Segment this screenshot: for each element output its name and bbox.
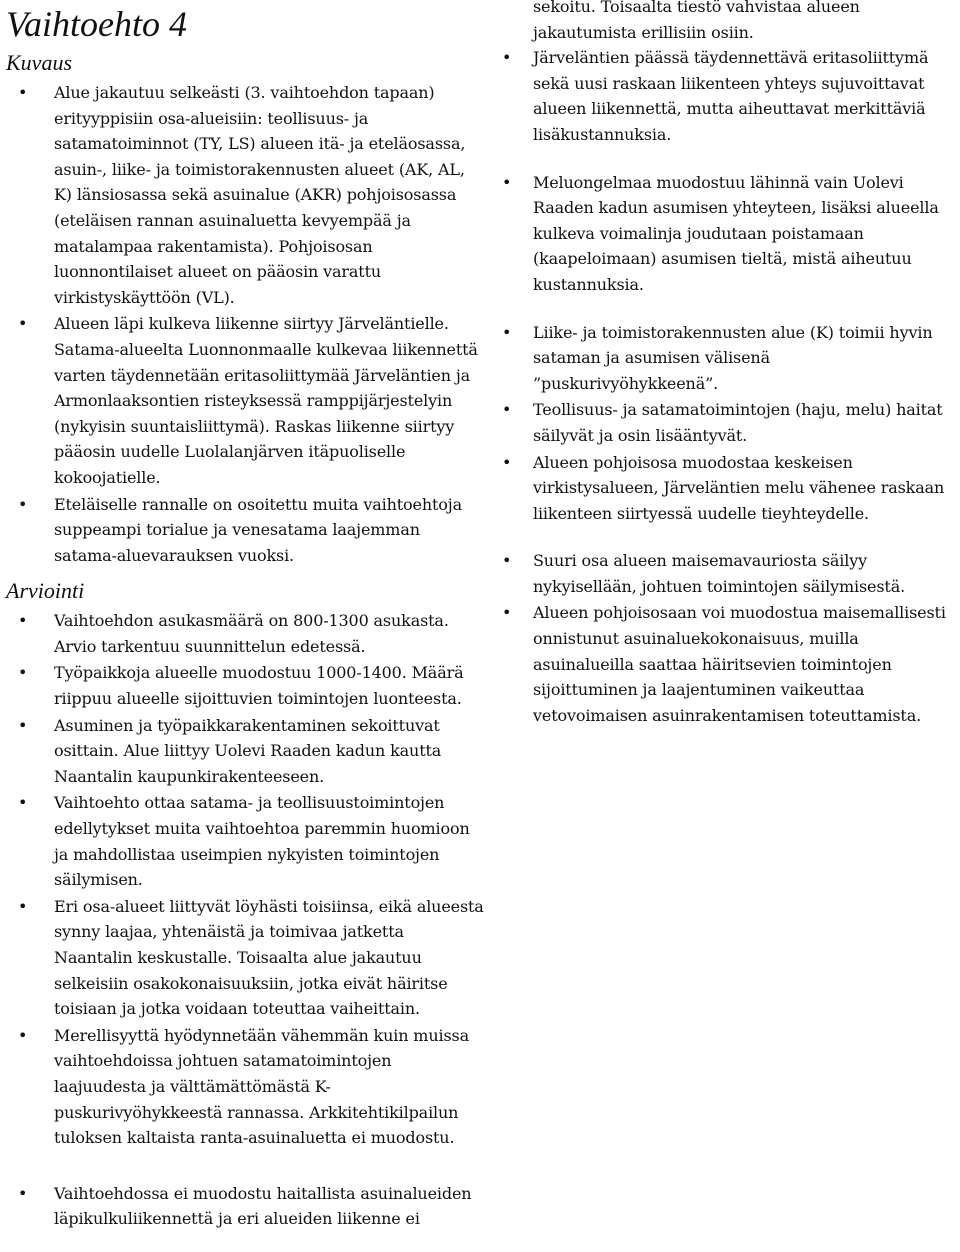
list-item-text: Merellisyyttä hyödynnetään vähemmän kuin muissa vaihtoehdoissa johtuen satamatoimintojen laajuudesta ja välttämättömästä K-puskurivyöhykkeestä rannassa. Arkkitehtikilpailun tuloksen kaltaista ranta-asuinaluetta ei muodostu. (54, 1025, 469, 1148)
bullet-icon: • (18, 1183, 28, 1203)
arviointi-list-continued (504, 45, 952, 728)
bullet-icon: • (502, 452, 512, 472)
list-item-text: Järveläntien päässä täydennettävä eritasoliittymä sekä uusi raskaan liikenteen yhteys sujuvoittavat alueen liikennettä, mutta aiheuttavat merkittäviä lisäkustannuksia. (533, 48, 929, 144)
list-item-text: Teollisuus- ja satamatoimintojen (haju, melu) haitat säilyvät ja osin lisääntyvät. (533, 400, 943, 445)
bullet-icon: • (18, 611, 28, 631)
bullet-icon: • (18, 663, 28, 683)
kuvaus-list (6, 80, 484, 568)
list-item (504, 548, 952, 599)
list-item-text: Vaihtoehdon asukasmäärä on 800-1300 asukasta. Arvio tarkentuu suunnittelun edetessä. (54, 611, 449, 656)
list-item (504, 600, 952, 728)
list-item (6, 790, 484, 892)
bullet-icon: • (18, 793, 28, 813)
list-item-text: Alueen pohjoisosa muodostaa keskeisen virkistysalueen, Järveläntien melu vähenee raskaan liikenteen siirtyessä uudelle tieyhteydelle. (533, 452, 945, 523)
list-item-text: Työpaikkoja alueelle muodostuu 1000-1400. Määrä riippuu alueelle sijoittuvien toimintojen luonteesta. (54, 663, 464, 709)
list-item-text: Vaihtoehto ottaa satama- ja teollisuustoimintojen edellytykset muita vaihtoehtoa paremmin huomioon ja mahdollistaa useimpien nykyisten toimintojen säilymisen. (54, 793, 470, 890)
page-title: Vaihtoehto 4 (6, 4, 187, 44)
section-heading-kuvaus: Kuvaus (6, 50, 72, 75)
bullet-icon: • (18, 494, 28, 514)
bullet-icon: • (502, 551, 512, 571)
list-item (6, 1023, 484, 1151)
arviointi-list (6, 608, 484, 1232)
list-item (504, 45, 952, 147)
list-item (6, 894, 484, 1022)
list-item (6, 713, 484, 790)
list-item-text: Meluongelmaa muodostuu lähinnä vain Uolevi Raaden kadun asumisen yhteyteen, lisäksi alueella kulkeva voimalinja joudutaan poistamaan (kaapeloimaan) asumisen tieltä, mistä aiheutuu kustannuksia. (533, 172, 939, 294)
bullet-icon: • (502, 322, 512, 342)
bullet-icon: • (502, 172, 512, 192)
list-item (6, 492, 484, 569)
list-item-text: Asuminen ja työpaikkarakentaminen sekoittuvat osittain. Alue liittyy Uolevi Raaden kadun kautta Naantalin kaupunkirakenteeseen. (54, 715, 442, 786)
list-item (6, 608, 484, 659)
list-item (504, 320, 952, 397)
list-item (504, 450, 952, 527)
bullet-icon: • (502, 48, 512, 68)
list-item (6, 311, 484, 490)
continued-text: sekoitu. Toisaalta tiestö vahvistaa alueen jakautumista erillisiin osiin. (533, 0, 860, 42)
list-item-text: Alueen pohjoisosaan voi muodostua maisemallisesti onnistunut asuinaluekokonaisuus, muilla asuinalueilla saattaa häiritsevien toimintojen sijoittuminen ja laajentuminen vaikeuttaa vetovoimaisen asuinrakentamisen toteuttamista. (533, 603, 946, 725)
bullet-icon: • (502, 603, 512, 623)
list-item-text: Liike- ja toimistorakennusten alue (K) toimii hyvin sataman ja asumisen välisenä ”puskurivyöhykkeenä”. (533, 322, 933, 393)
left-column (6, 0, 484, 1232)
list-item (6, 660, 484, 711)
list-item (6, 1181, 484, 1232)
list-item (504, 397, 952, 448)
bullet-icon: • (18, 896, 28, 916)
list-item (6, 80, 484, 310)
right-column (504, 0, 952, 728)
bullet-icon: • (18, 314, 28, 334)
list-item (504, 170, 952, 298)
list-item-text: Suuri osa alueen maisemavauriosta säilyy nykyisellään, johtuen toimintojen säilymisestä. (533, 551, 906, 596)
bullet-icon: • (502, 400, 512, 420)
section-heading-arviointi: Arviointi (6, 578, 85, 604)
list-item-text: Eri osa-alueet liittyvät löyhästi toisiinsa, eikä alueesta synny laajaa, yhtenäistä ja toimivaa jatketta Naantalin keskustalle. Toisaalta alue jakautuu selkeisiin osakokonaisuuksiin, jotka eivät häiritse toisiaan ja jotka voidaan toteuttaa vaiheittain. (54, 896, 484, 1019)
bullet-icon: • (18, 83, 28, 102)
bullet-icon: • (18, 1025, 28, 1045)
bullet-icon: • (18, 715, 28, 735)
list-item-text: Alue jakautuu selkeästi (3. vaihtoehdon tapaan) erityyppisiin osa-alueisiin: teollisuus- ja satamatoiminnot (TY, LS) alueen itä- ja eteläosassa, asuin-, liike- ja toimistorakennusten alueet (AK, AL, K) länsiosassa sekä asuinalue (AKR) pohjoisosassa (eteläisen rannan asuinaluetta kevyempää ja matalampaa rakentamista). Pohjoisosan luonnontilaiset alueet on pääosin varattu virkistyskäyttöön (VL). (54, 83, 466, 307)
list-item-text: Eteläiselle rannalle on osoitettu muita vaihtoehtoja suppeampi torialue ja venesatama laajemman satama-aluevarauksen vuoksi. (54, 494, 462, 565)
list-item-text: Vaihtoehdossa ei muodostu haitallista asuinalueiden läpikulkuliikennettä ja eri alueiden liikenne ei (54, 1183, 472, 1229)
list-item-text: Alueen läpi kulkeva liikenne siirtyy Järveläntielle. Satama-alueelta Luonnonmaalle kulkevaa liikennettä varten täydennetään eritasoliittymää Järveläntien ja Armonlaaksontien risteyksessä ramppijärjestelyin (nykyisin suuntaisliittymä). Raskas liikenne siirtyy pääosin uudelle Luolalanjärven itäpuoliselle kokoojatielle. (54, 314, 478, 487)
